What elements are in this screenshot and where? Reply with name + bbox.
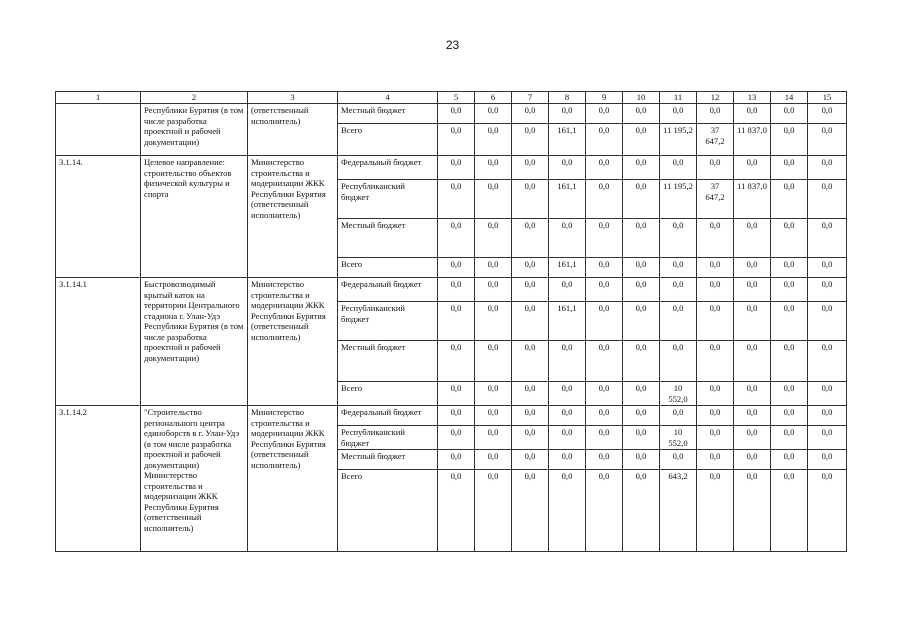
value-cell: 0,0 — [586, 382, 623, 406]
table-row — [56, 278, 847, 302]
value-cell: 10 552,0 — [660, 382, 697, 406]
value-cell: 37 647,2 — [697, 180, 734, 219]
value-cell: 0,0 — [660, 406, 697, 426]
table-row — [56, 406, 847, 426]
value-cell: 0,0 — [808, 302, 847, 341]
value-cell: 11 837,0 — [734, 180, 771, 219]
value-cell: 0,0 — [438, 341, 475, 382]
value-cell: 0,0 — [549, 278, 586, 302]
value-cell: 0,0 — [475, 450, 512, 470]
value-cell: 0,0 — [808, 426, 847, 450]
item-code-cell — [56, 104, 141, 156]
value-cell: 0,0 — [512, 278, 549, 302]
item-name-cell: Быстровозводимый крытый каток на территории Центрального стадиона г. Улан-Удэ Республики Бурятия (в том числе разработка проектной и рабочей документации) — [141, 278, 248, 406]
value-cell: 0,0 — [438, 156, 475, 180]
funding-source-cell: Республиканский бюджет — [338, 426, 438, 450]
value-cell: 0,0 — [438, 406, 475, 426]
value-cell: 0,0 — [697, 426, 734, 450]
value-cell: 0,0 — [586, 450, 623, 470]
item-code-cell: 3.1.14.1 — [56, 278, 141, 406]
value-cell: 0,0 — [660, 341, 697, 382]
value-cell: 0,0 — [586, 180, 623, 219]
value-cell: 0,0 — [586, 341, 623, 382]
value-cell: 0,0 — [734, 278, 771, 302]
value-cell: 37 647,2 — [697, 124, 734, 156]
value-cell: 0,0 — [734, 341, 771, 382]
value-cell: 0,0 — [475, 156, 512, 180]
header-cell: 3 — [248, 92, 338, 104]
value-cell: 0,0 — [623, 124, 660, 156]
value-cell: 0,0 — [623, 278, 660, 302]
value-cell: 0,0 — [623, 426, 660, 450]
value-cell: 0,0 — [438, 124, 475, 156]
value-cell: 0,0 — [734, 258, 771, 278]
value-cell: 0,0 — [734, 219, 771, 258]
value-cell: 0,0 — [586, 104, 623, 124]
value-cell: 0,0 — [586, 156, 623, 180]
item-code-cell: 3.1.14.2 — [56, 406, 141, 552]
value-cell: 0,0 — [734, 382, 771, 406]
item-code-cell: 3.1.14. — [56, 156, 141, 278]
table-row — [56, 156, 847, 180]
value-cell: 0,0 — [475, 180, 512, 219]
executor-cell: (ответственный исполнитель) — [248, 104, 338, 156]
executor-cell: Министерство строительства и модернизации ЖКК Республики Бурятия (ответственный исполнитель) — [248, 406, 338, 552]
value-cell: 0,0 — [808, 219, 847, 258]
header-cell: 7 — [512, 92, 549, 104]
value-cell: 0,0 — [549, 450, 586, 470]
value-cell: 0,0 — [734, 450, 771, 470]
value-cell: 0,0 — [808, 124, 847, 156]
value-cell: 0,0 — [438, 426, 475, 450]
funding-source-cell: Местный бюджет — [338, 341, 438, 382]
value-cell: 161,1 — [549, 302, 586, 341]
value-cell: 0,0 — [586, 219, 623, 258]
value-cell: 0,0 — [734, 156, 771, 180]
executor-cell: Министерство строительства и модернизации ЖКК Республики Бурятия (ответственный исполнитель) — [248, 156, 338, 278]
value-cell: 0,0 — [808, 180, 847, 219]
value-cell: 0,0 — [660, 156, 697, 180]
value-cell: 0,0 — [771, 258, 808, 278]
value-cell: 0,0 — [808, 382, 847, 406]
item-name-cell: Целевое направление: строительство объектов физической культуры и спорта — [141, 156, 248, 278]
value-cell: 0,0 — [512, 156, 549, 180]
value-cell: 0,0 — [808, 470, 847, 552]
value-cell: 0,0 — [586, 406, 623, 426]
value-cell: 0,0 — [512, 180, 549, 219]
value-cell: 0,0 — [623, 180, 660, 219]
value-cell: 161,1 — [549, 180, 586, 219]
value-cell: 0,0 — [438, 382, 475, 406]
value-cell: 11 195,2 — [660, 180, 697, 219]
value-cell: 0,0 — [512, 219, 549, 258]
value-cell: 0,0 — [771, 278, 808, 302]
value-cell: 0,0 — [475, 278, 512, 302]
value-cell: 0,0 — [512, 382, 549, 406]
value-cell: 0,0 — [512, 426, 549, 450]
value-cell: 0,0 — [623, 382, 660, 406]
value-cell: 0,0 — [623, 341, 660, 382]
value-cell: 0,0 — [697, 470, 734, 552]
item-name-cell: Республики Бурятия (в том числе разработка проектной и рабочей документации) — [141, 104, 248, 156]
value-cell: 0,0 — [623, 406, 660, 426]
value-cell: 0,0 — [475, 219, 512, 258]
value-cell: 0,0 — [697, 341, 734, 382]
value-cell: 0,0 — [660, 450, 697, 470]
value-cell: 0,0 — [512, 258, 549, 278]
budget-table — [55, 91, 847, 552]
value-cell: 0,0 — [512, 104, 549, 124]
value-cell: 0,0 — [734, 470, 771, 552]
header-cell: 8 — [549, 92, 586, 104]
header-cell: 9 — [586, 92, 623, 104]
value-cell: 0,0 — [771, 156, 808, 180]
header-cell: 13 — [734, 92, 771, 104]
value-cell: 0,0 — [660, 219, 697, 258]
funding-source-cell: Местный бюджет — [338, 219, 438, 258]
value-cell: 10 552,0 — [660, 426, 697, 450]
value-cell: 0,0 — [697, 219, 734, 258]
value-cell: 0,0 — [623, 258, 660, 278]
value-cell: 0,0 — [549, 426, 586, 450]
value-cell: 0,0 — [475, 104, 512, 124]
value-cell: 0,0 — [808, 156, 847, 180]
value-cell: 11 837,0 — [734, 124, 771, 156]
value-cell: 0,0 — [771, 341, 808, 382]
value-cell: 0,0 — [623, 302, 660, 341]
value-cell: 0,0 — [771, 450, 808, 470]
funding-source-cell: Местный бюджет — [338, 104, 438, 124]
executor-cell: Министерство строительства и модернизации ЖКК Республики Бурятия (ответственный исполнитель) — [248, 278, 338, 406]
value-cell: 0,0 — [771, 302, 808, 341]
value-cell: 0,0 — [438, 470, 475, 552]
funding-source-cell: Местный бюджет — [338, 450, 438, 470]
value-cell: 0,0 — [697, 278, 734, 302]
value-cell: 0,0 — [549, 406, 586, 426]
value-cell: 0,0 — [512, 406, 549, 426]
funding-source-cell: Республиканский бюджет — [338, 180, 438, 219]
value-cell: 0,0 — [660, 278, 697, 302]
funding-source-cell: Всего — [338, 124, 438, 156]
value-cell: 0,0 — [549, 470, 586, 552]
funding-source-cell: Республиканский бюджет — [338, 302, 438, 341]
value-cell: 0,0 — [549, 156, 586, 180]
value-cell: 0,0 — [549, 219, 586, 258]
value-cell: 0,0 — [771, 382, 808, 406]
header-cell: 12 — [697, 92, 734, 104]
value-cell: 0,0 — [771, 104, 808, 124]
value-cell: 0,0 — [586, 470, 623, 552]
value-cell: 0,0 — [623, 450, 660, 470]
header-cell: 5 — [438, 92, 475, 104]
value-cell: 0,0 — [438, 219, 475, 258]
header-cell: 2 — [141, 92, 248, 104]
value-cell: 0,0 — [549, 382, 586, 406]
value-cell: 0,0 — [586, 426, 623, 450]
header-cell: 14 — [771, 92, 808, 104]
value-cell: 0,0 — [697, 450, 734, 470]
value-cell: 161,1 — [549, 258, 586, 278]
funding-source-cell: Федеральный бюджет — [338, 156, 438, 180]
value-cell: 0,0 — [512, 124, 549, 156]
value-cell: 0,0 — [512, 302, 549, 341]
value-cell: 0,0 — [549, 341, 586, 382]
value-cell: 0,0 — [660, 104, 697, 124]
value-cell: 0,0 — [438, 104, 475, 124]
value-cell: 0,0 — [808, 278, 847, 302]
value-cell: 0,0 — [808, 406, 847, 426]
value-cell: 0,0 — [808, 258, 847, 278]
value-cell: 0,0 — [771, 219, 808, 258]
value-cell: 161,1 — [549, 124, 586, 156]
value-cell: 0,0 — [697, 104, 734, 124]
funding-source-cell: Всего — [338, 382, 438, 406]
value-cell: 0,0 — [475, 124, 512, 156]
value-cell: 0,0 — [623, 470, 660, 552]
value-cell: 0,0 — [512, 341, 549, 382]
value-cell: 0,0 — [697, 258, 734, 278]
table-row — [56, 104, 847, 124]
value-cell: 0,0 — [623, 156, 660, 180]
value-cell: 0,0 — [771, 180, 808, 219]
value-cell: 0,0 — [475, 470, 512, 552]
value-cell: 0,0 — [771, 124, 808, 156]
funding-source-cell: Федеральный бюджет — [338, 278, 438, 302]
header-cell: 1 — [56, 92, 141, 104]
value-cell: 0,0 — [438, 302, 475, 341]
header-cell: 4 — [338, 92, 438, 104]
value-cell: 0,0 — [808, 341, 847, 382]
value-cell: 0,0 — [734, 302, 771, 341]
value-cell: 0,0 — [438, 258, 475, 278]
value-cell: 0,0 — [475, 302, 512, 341]
header-cell: 11 — [660, 92, 697, 104]
value-cell: 0,0 — [586, 278, 623, 302]
value-cell: 0,0 — [438, 180, 475, 219]
value-cell: 0,0 — [512, 470, 549, 552]
value-cell: 0,0 — [586, 124, 623, 156]
header-cell: 10 — [623, 92, 660, 104]
value-cell: 0,0 — [808, 450, 847, 470]
value-cell: 0,0 — [586, 258, 623, 278]
value-cell: 0,0 — [438, 450, 475, 470]
value-cell: 0,0 — [771, 470, 808, 552]
value-cell: 0,0 — [475, 341, 512, 382]
value-cell: 0,0 — [697, 156, 734, 180]
value-cell: 0,0 — [697, 302, 734, 341]
value-cell: 0,0 — [475, 426, 512, 450]
value-cell: 0,0 — [512, 450, 549, 470]
value-cell: 11 195,2 — [660, 124, 697, 156]
value-cell: 0,0 — [586, 302, 623, 341]
value-cell: 0,0 — [660, 258, 697, 278]
value-cell: 0,0 — [771, 406, 808, 426]
value-cell: 0,0 — [475, 258, 512, 278]
value-cell: 0,0 — [660, 302, 697, 341]
value-cell: 0,0 — [475, 406, 512, 426]
item-name-cell: "Строительство регионального центра единоборств в г. Улан-Удэ (в том числе разработка проектной и рабочей документации) Министерство строительства и модернизации ЖКК Республики Бурятия (ответственный исполнитель) — [141, 406, 248, 552]
header-cell: 15 — [808, 92, 847, 104]
value-cell: 0,0 — [549, 104, 586, 124]
header-cell: 6 — [475, 92, 512, 104]
value-cell: 0,0 — [623, 219, 660, 258]
value-cell: 643,2 — [660, 470, 697, 552]
funding-source-cell: Всего — [338, 258, 438, 278]
page-number: 23 — [445, 38, 460, 52]
value-cell: 0,0 — [697, 406, 734, 426]
funding-source-cell: Всего — [338, 470, 438, 552]
value-cell: 0,0 — [771, 426, 808, 450]
value-cell: 0,0 — [475, 382, 512, 406]
value-cell: 0,0 — [623, 104, 660, 124]
value-cell: 0,0 — [438, 278, 475, 302]
value-cell: 0,0 — [734, 104, 771, 124]
value-cell: 0,0 — [734, 406, 771, 426]
value-cell: 0,0 — [808, 104, 847, 124]
table-header-row — [56, 92, 847, 104]
value-cell: 0,0 — [697, 382, 734, 406]
funding-source-cell: Федеральный бюджет — [338, 406, 438, 426]
value-cell: 0,0 — [734, 426, 771, 450]
